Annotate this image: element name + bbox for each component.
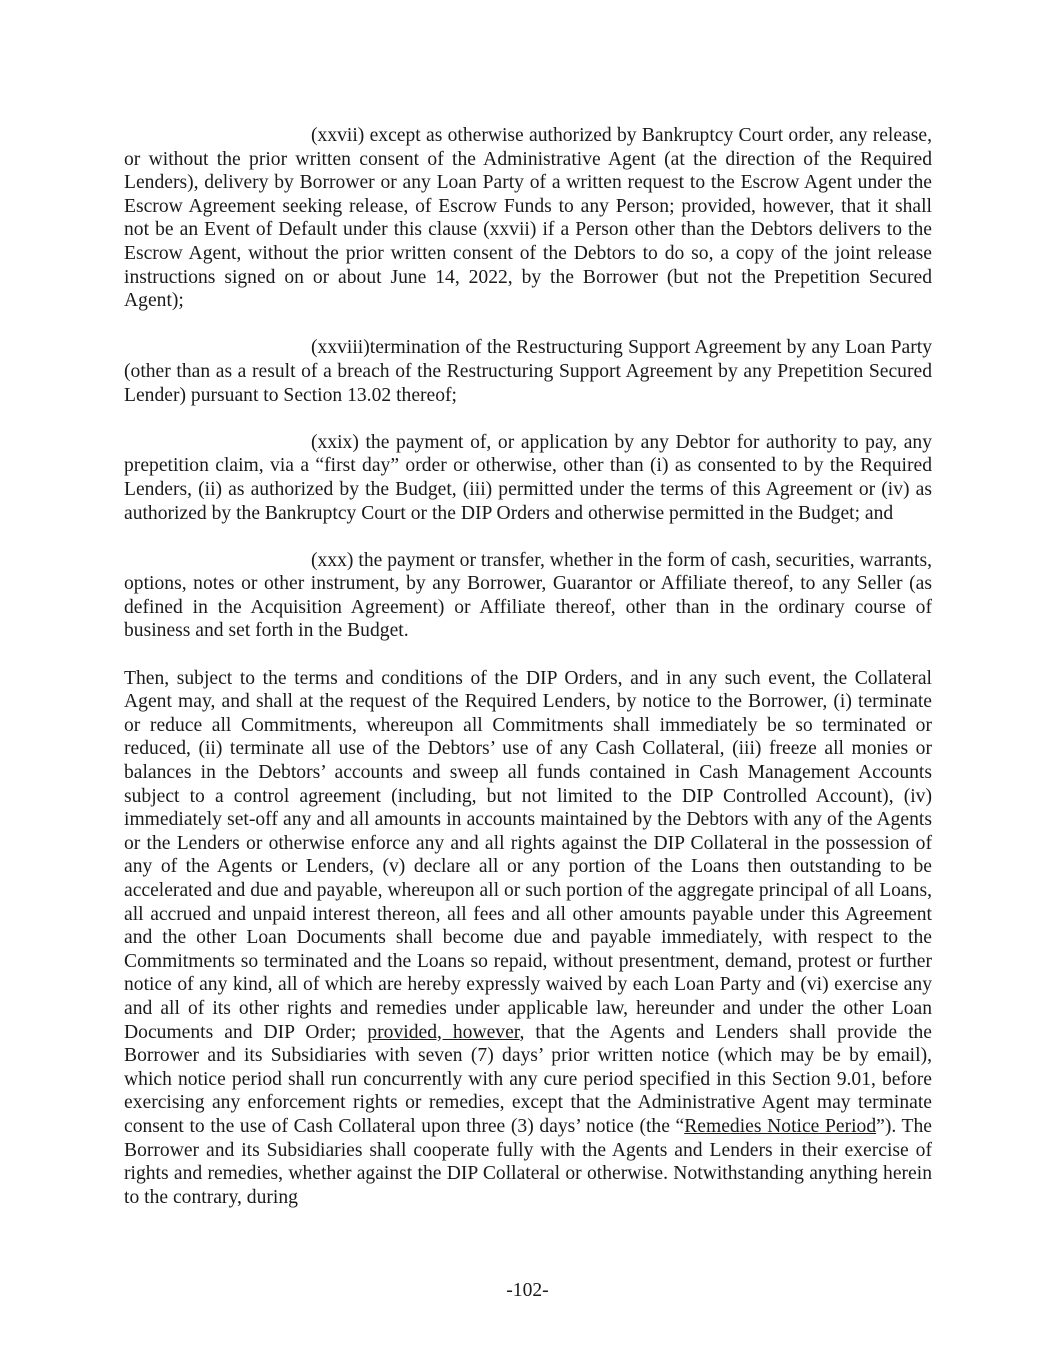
clause-text: except as otherwise authorized by Bankruptcy Court order, any release, or without the prior written consent of the Administrative Agent (at the direction of the Required Lenders), delivery by Borrower or any Loan Party of a written request to the Escrow Agent under the Escrow Agreement seeking release, of Escrow Funds to any Person; provided, however, that it shall not be an Event of Default under this clause (xxvii) if a Person other than the Debtors delivers to the Escrow Agent, without the prior written consent of the Debtors to do so, a copy of the joint release instructions signed on or about June 14, 2022, by the Borrower (but not the Prepetition Secured Agent); — [124, 125, 932, 312]
clause-xxix — [124, 431, 932, 525]
clause-label: (xxx) — [311, 549, 354, 571]
defined-term-remedies-notice-period: Remedies Notice Period — [684, 1115, 877, 1137]
clause-xxviii — [124, 336, 932, 407]
document-page — [124, 124, 932, 1209]
clause-xxvii — [124, 124, 932, 313]
clause-label: (xxix) — [311, 431, 359, 453]
clause-text: the payment or transfer, whether in the form of cash, securities, warrants, options, notes or other instrument, by any Borrower, Guarantor or Affiliate thereof, to any Seller (as defined in the Acquisition Agreement) or Affiliate thereof, other than in the ordinary course of business and set forth in the Budget. — [124, 549, 932, 642]
paragraph-text: Then, subject to the terms and conditions of the DIP Orders, and in any such event, the Collateral Agent may, and shall at the request of the Required Lenders, by notice to the Borrower, (i) terminate or reduce all Commitments, whereupon all Commitments shall immediately be so terminated or reduced, (ii) terminate all use of the Debtors’ use of any Cash Collateral, (iii) freeze all monies or balances in the Debtors’ accounts and sweep all funds contained in Cash Management Accounts subject to a control agreement (including, but not limited to the DIP Controlled Account), (iv) immediately set-off any and all amounts in accounts maintained by the Debtors with any of the Agents or the Lenders or otherwise enforce any and all rights against the DIP Collateral in the possession of any of the Agents or Lenders, (v) declare all or any portion of the Loans then outstanding to be accelerated and due and payable, whereupon all or such portion of the aggregate principal of all Loans, all accrued and unpaid interest thereon, all fees and all other amounts payable under this Agreement and the other Loan Documents shall become due and payable immediately, with respect to the Commitments so terminated and the Loans so repaid, without presentment, demand, protest or further notice of any kind, all of which are hereby expressly waived by each Loan Party and (vi) exercise any and all of its other rights and remedies under applicable law, hereunder and under the other Loan Documents and DIP Order; — [124, 667, 932, 1043]
clause-label: (xxvii) — [311, 125, 365, 146]
page-number: -102- — [506, 1280, 549, 1301]
clause-text: termination of the Restructuring Support Agreement by any Loan Party (other than as a result of a breach of the Restructuring Support Agreement by any Prepetition Secured Lender) pursuant to Section 13.02 thereof; — [124, 337, 932, 406]
remedies-paragraph — [124, 667, 932, 1210]
clause-label: (xxviii) — [311, 337, 370, 359]
paragraph-text: ”). The Borrower and its Subsidiaries shall cooperate fully with the Agents and Lenders in their exercise of rights and remedies, whether against the DIP Collateral or otherwise. Notwithstanding anything herein to the contrary, during — [124, 1115, 932, 1208]
clause-xxx — [124, 549, 932, 643]
defined-term-provided-however: provided, however — [367, 1021, 520, 1043]
clause-text: the payment of, or application by any Debtor for authority to pay, any prepetition claim, via a “first day” order or otherwise, other than (i) as consented to by the Required Lenders, (ii) as authorized by the Budget, (iii) permitted under the terms of this Agreement or (iv) as authorized by the Bankruptcy Court or the DIP Orders and otherwise permitted in the Budget; and — [124, 431, 932, 524]
paragraph-text: , that the Agents and Lenders shall provide the Borrower and its Subsidiaries with seven (7) days’ prior written notice (which may be by email), which notice period shall run concurrently with any cure period specified in this Section 9.01, before exercising any enforcement rights or remedies, except that the Administrative Agent may terminate consent to the use of Cash Collateral upon three (3) days’ notice (the “ — [124, 1021, 933, 1137]
